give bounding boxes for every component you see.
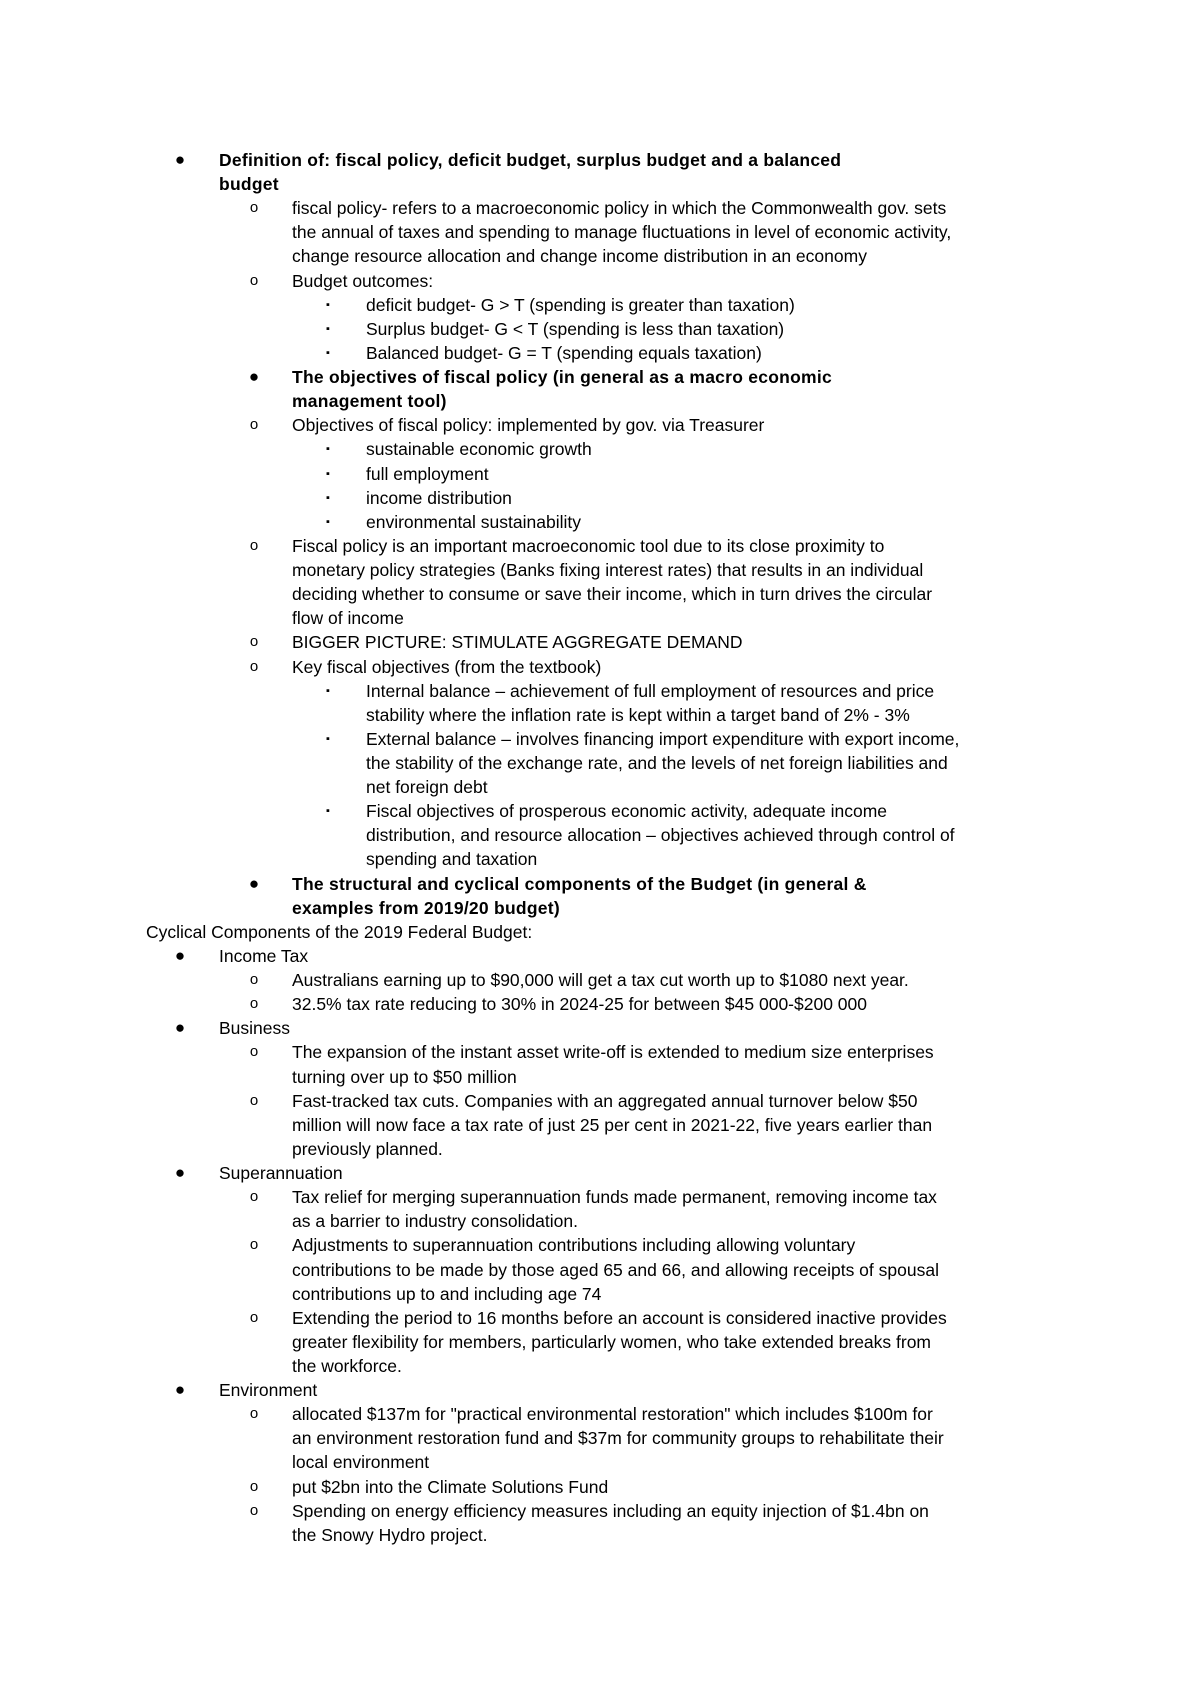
list-item-text: contributions up to and including age 74 — [292, 1283, 602, 1304]
section-heading-text: The objectives of fiscal policy (in general as a macro economic — [292, 367, 832, 388]
list-item-text: an environment restoration fund and $37m for community groups to rehabilitate their — [292, 1428, 944, 1449]
bullet-disc-icon: ● — [174, 150, 186, 169]
bullet-square-icon: ▪ — [326, 467, 330, 480]
list-item-text: environmental sustainability — [366, 511, 581, 532]
bullet-circle-icon: o — [249, 1091, 259, 1109]
list-item-text: Fiscal policy is an important macroeconomic tool due to its close proximity to — [292, 535, 885, 556]
list-item-text: sustainable economic growth — [366, 439, 592, 460]
list-item-text: Internal balance – achievement of full employment of resources and price — [366, 680, 935, 701]
list-item-text: Environment — [219, 1380, 318, 1401]
bullet-circle-icon: o — [249, 1501, 259, 1519]
list-item-text: full employment — [366, 463, 489, 484]
section-heading-text: The structural and cyclical components of the Budget (in general & — [292, 873, 867, 894]
list-item-text: Australians earning up to $90,000 will get a tax cut worth up to $1080 next year. — [292, 970, 909, 991]
list-item-text: the stability of the exchange rate, and the levels of net foreign liabilities and — [366, 753, 948, 773]
list-item-text: Income Tax — [219, 945, 309, 966]
bullet-square-icon: ▪ — [326, 443, 330, 456]
bullet-square-icon: ▪ — [326, 805, 330, 818]
list-item-text: Fiscal objectives of prosperous economic activity, adequate income — [366, 801, 888, 822]
list-item-text: Balanced budget- G = T (spending equals taxation) — [366, 342, 762, 363]
bullet-circle-icon: o — [249, 199, 259, 217]
section-heading-text: Definition of: fiscal policy, deficit budget, surplus budget and a balanced — [219, 150, 842, 170]
bullet-disc-icon: ● — [174, 1163, 186, 1183]
list-item-text: deficit budget- G > T (spending is greater than taxation) — [366, 294, 795, 315]
list-item-text: distribution, and resource allocation – objectives achieved through control of — [366, 825, 955, 846]
list-item-text: Adjustments to superannuation contributions including allowing voluntary — [292, 1235, 856, 1256]
bullet-square-icon: ▪ — [326, 298, 330, 311]
list-item-text: Budget outcomes: — [292, 270, 434, 291]
list-item-text: Objectives of fiscal policy: implemented by gov. via Treasurer — [292, 415, 765, 436]
bullet-circle-icon: o — [249, 1308, 259, 1326]
bullet-disc-icon: ● — [174, 945, 186, 965]
list-item-text: 32.5% tax rate reducing to 30% in 2024-25 for between $45 000-$200 000 — [292, 994, 867, 1015]
list-item-text: Cyclical Components of the 2019 Federal Budget: — [146, 921, 533, 942]
list-item-text: Fast-tracked tax cuts. Companies with an aggregated annual turnover below $50 — [292, 1090, 918, 1111]
list-item-text: The expansion of the instant asset write-off is extended to medium size enterprises — [292, 1042, 934, 1063]
bullet-circle-icon: o — [249, 416, 259, 434]
list-item-text: stability where the inflation rate is kept within a target band of 2% - 3% — [366, 704, 910, 725]
list-item-text: put $2bn into the Climate Solutions Fund — [292, 1476, 609, 1497]
list-item-text: as a barrier to industry consolidation. — [292, 1211, 578, 1232]
list-item-text: Key fiscal objectives (from the textbook) — [292, 656, 602, 677]
list-item-text: Tax relief for merging superannuation funds made permanent, removing income tax — [292, 1187, 937, 1208]
section-heading-text: examples from 2019/20 budget) — [292, 897, 560, 918]
list-item-text: allocated $137m for "practical environmental restoration" which includes $100m for — [292, 1404, 933, 1425]
list-item-text: Extending the period to 16 months before an account is considered inactive provides — [292, 1307, 947, 1328]
bullet-circle-icon: o — [249, 633, 259, 651]
bullet-circle-icon: o — [249, 271, 259, 289]
list-item-text: net foreign debt — [366, 777, 488, 798]
bullet-circle-icon: o — [249, 536, 259, 554]
list-item-text: External balance – involves financing import expenditure with export income, — [366, 728, 960, 749]
bullet-circle-icon: o — [249, 1477, 259, 1495]
bullet-disc-icon: ● — [174, 1380, 186, 1400]
bullet-square-icon: ▪ — [326, 491, 330, 504]
list-item-text: Spending on energy efficiency measures including an equity injection of $1.4bn on — [292, 1500, 929, 1521]
list-item-text: greater flexibility for members, particularly women, who take extended breaks from — [292, 1331, 932, 1352]
section-heading-text: management tool) — [292, 391, 447, 412]
bullet-circle-icon: o — [249, 995, 259, 1013]
section-heading-text: budget — [219, 174, 279, 195]
bullet-square-icon: ▪ — [326, 732, 330, 745]
list-item-text: Superannuation — [219, 1163, 343, 1184]
list-item-text: the annual of taxes and spending to manage fluctuations in level of economic activity, — [292, 222, 952, 243]
list-item-text: deciding whether to consume or save their income, which in turn drives the circular — [292, 584, 933, 605]
bullet-circle-icon: o — [249, 1043, 259, 1061]
bullet-disc-icon: ● — [174, 1018, 186, 1038]
bullet-disc-icon: ● — [248, 367, 260, 387]
bullet-circle-icon: o — [249, 971, 259, 989]
bullet-circle-icon: o — [249, 1236, 259, 1254]
list-item-text: fiscal policy- refers to a macroeconomic policy in which the Commonwealth gov. sets — [292, 198, 947, 219]
list-item-text: the workforce. — [292, 1356, 402, 1376]
list-item-text: flow of income — [292, 608, 404, 629]
list-item-text: contributions to be made by those aged 65 and 66, and allowing receipts of spousal — [292, 1259, 939, 1280]
list-item-text: Surplus budget- G < T (spending is less than taxation) — [366, 318, 785, 339]
list-item-text: spending and taxation — [366, 849, 538, 870]
list-item-text: income distribution — [366, 487, 512, 508]
list-item-text: previously planned. — [292, 1138, 443, 1159]
list-item-text: change resource allocation and change income distribution in an economy — [292, 246, 867, 267]
list-item-text: turning over up to $50 million — [292, 1066, 517, 1087]
list-item-text: the Snowy Hydro project. — [292, 1524, 488, 1545]
bullet-circle-icon: o — [249, 1405, 259, 1423]
bullet-disc-icon: ● — [248, 873, 260, 893]
bullet-square-icon: ▪ — [326, 515, 330, 528]
list-item-text: monetary policy strategies (Banks fixing interest rates) that results in an individual — [292, 560, 924, 581]
bullet-square-icon: ▪ — [326, 322, 330, 335]
list-item-text: Business — [219, 1018, 291, 1039]
bullet-square-icon: ▪ — [326, 346, 330, 359]
bullet-circle-icon: o — [249, 1188, 259, 1206]
bullet-circle-icon: o — [249, 657, 259, 675]
bullet-square-icon: ▪ — [326, 684, 330, 697]
list-item-text: BIGGER PICTURE: STIMULATE AGGREGATE DEMAND — [292, 632, 743, 653]
list-item-text: local environment — [292, 1452, 430, 1473]
list-item-text: million will now face a tax rate of just 25 per cent in 2021-22, five years earlier than — [292, 1114, 933, 1135]
